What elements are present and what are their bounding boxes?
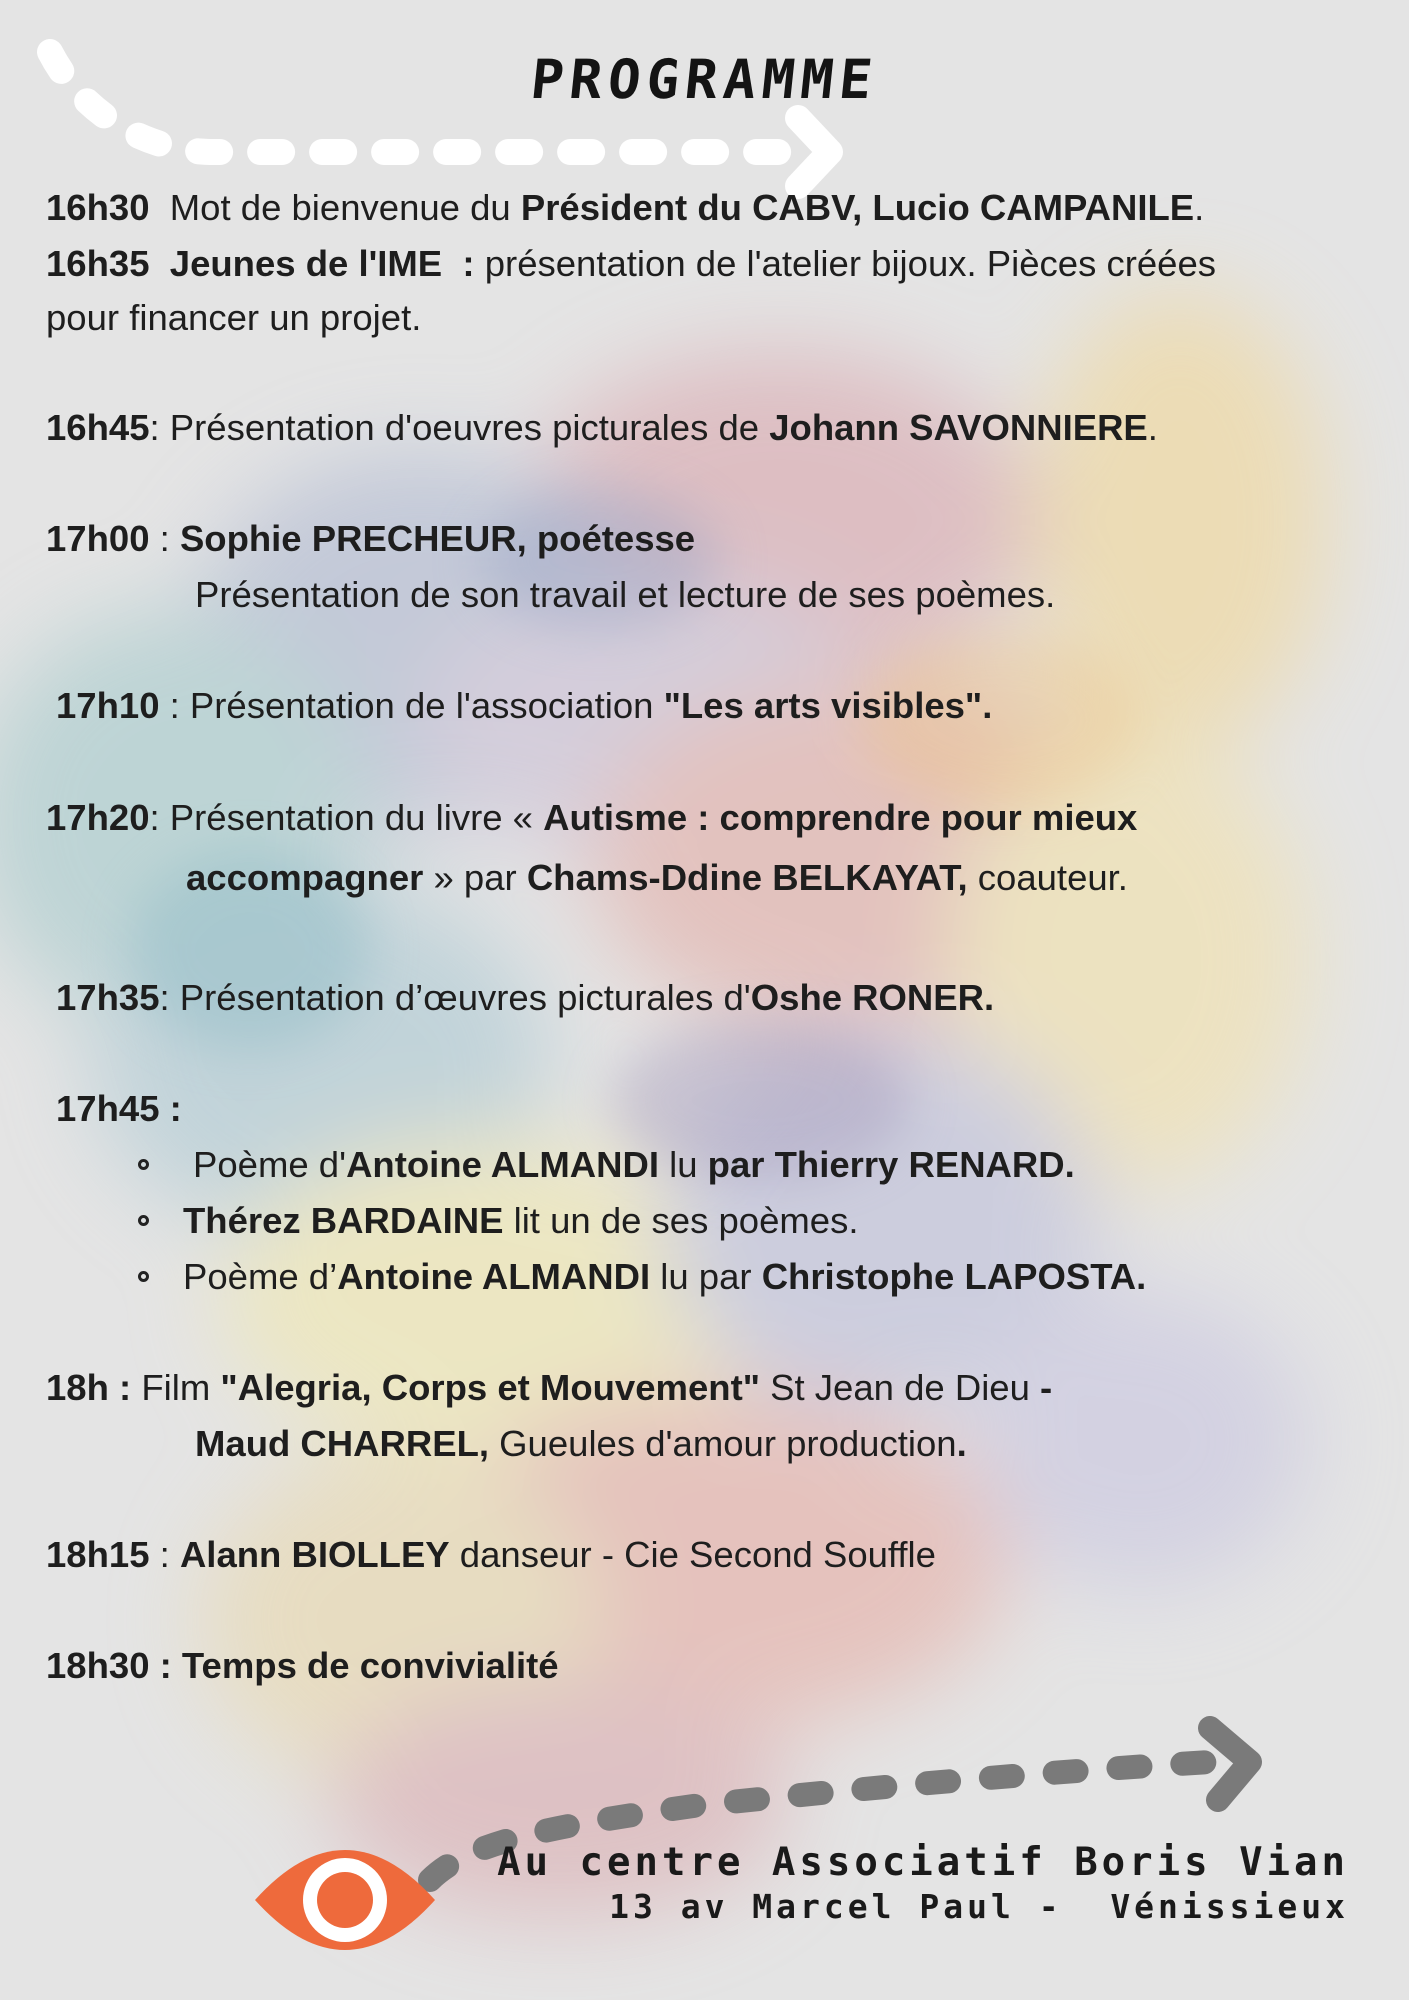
entry-bold: Autisme : comprendre pour mieux xyxy=(543,797,1138,838)
entry-bold: Sophie PRECHEUR, poétesse xyxy=(179,518,696,559)
entry-bold: par Thierry RENARD. xyxy=(707,1144,1075,1185)
entry-text: présentation de l'atelier bijoux. Pièces créées xyxy=(474,243,1217,284)
entry-text: Gueules d'amour production xyxy=(489,1423,957,1464)
time: 16h45 xyxy=(46,407,150,448)
location-name: Au centre Associatif Boris Vian xyxy=(497,1840,1349,1885)
entry-text: lit un de ses poèmes. xyxy=(503,1200,859,1241)
program-entry-1800-cont xyxy=(195,1422,967,1466)
bullet-icon xyxy=(138,1159,149,1170)
entry-text: Mot de bienvenue du xyxy=(149,187,521,228)
program-entry-1635-cont: pour financer un projet. xyxy=(46,297,422,338)
entry-text: St Jean de Dieu xyxy=(760,1367,1041,1408)
entry-text: Film xyxy=(131,1367,221,1408)
entry-bold: Antoine ALMANDI xyxy=(337,1256,651,1297)
time: 17h10 xyxy=(56,685,160,726)
time: 17h35 xyxy=(56,977,160,1018)
entry-bold: Alann BIOLLEY xyxy=(179,1534,450,1575)
entry-text: : xyxy=(149,1534,180,1575)
entry-bold: Thérez BARDAINE xyxy=(183,1200,504,1241)
program-entry-1830 xyxy=(46,1644,559,1688)
entry-bold: Maud CHARREL, xyxy=(195,1423,490,1464)
program-entry-1630 xyxy=(46,186,1204,230)
program-entry-1815 xyxy=(46,1533,936,1577)
time: 18h30 : Temps de convivialité xyxy=(46,1645,559,1686)
entry-bold: Président du CABV, Lucio CAMPANILE xyxy=(520,187,1195,228)
entry-text: lu xyxy=(658,1144,708,1185)
program-entry-1800 xyxy=(46,1366,1052,1410)
list-item xyxy=(183,1199,859,1243)
entry-bold: . xyxy=(956,1423,967,1464)
entry-text: danseur - Cie Second Souffle xyxy=(449,1534,936,1575)
entry-text: lu par xyxy=(650,1256,762,1297)
time: 16h35 Jeunes de l'IME : xyxy=(46,243,475,284)
entry-bold: "Alegria, Corps et Mouvement" xyxy=(220,1367,761,1408)
entry-text: : Présentation d’œuvres picturales d' xyxy=(159,977,751,1018)
time: 17h20 xyxy=(46,797,150,838)
entry-text: Poème d' xyxy=(193,1144,347,1185)
entry-bold: Johann SAVONNIERE xyxy=(769,407,1148,448)
location-address: 13 av Marcel Paul - Vénissieux xyxy=(609,1887,1349,1926)
program-entry-1710 xyxy=(56,684,992,728)
entry-bold: Antoine ALMANDI xyxy=(346,1144,659,1185)
time: 16h30 xyxy=(46,187,150,228)
entry-bold: Christophe LAPOSTA. xyxy=(761,1256,1147,1297)
time: 18h : xyxy=(46,1367,132,1408)
time: 17h00 xyxy=(46,518,150,559)
program-entry-1700-cont: Présentation de son travail et lecture de ses poèmes. xyxy=(195,574,1056,615)
program-entry-1720-cont xyxy=(186,856,1128,900)
entry-bold: Chams-Ddine BELKAYAT, xyxy=(526,857,968,898)
program-entry-1700 xyxy=(46,517,695,561)
page-title: PROGRAMME xyxy=(527,48,882,111)
bullet-icon xyxy=(138,1271,149,1282)
program-entry-1720 xyxy=(46,796,1137,840)
program-entry-1635 xyxy=(46,242,1216,286)
entry-text: Poème d’ xyxy=(183,1256,338,1297)
entry-text: coauteur. xyxy=(967,857,1128,898)
entry-text: : xyxy=(149,518,180,559)
program-entry-1645 xyxy=(46,406,1158,450)
list-item xyxy=(193,1143,1075,1187)
entry-text: : Présentation d'oeuvres picturales de xyxy=(149,407,770,448)
entry-text: . xyxy=(1194,187,1205,228)
entry-text: : Présentation de l'association xyxy=(159,685,664,726)
entry-bold: - xyxy=(1040,1367,1053,1408)
list-item xyxy=(183,1255,1146,1299)
entry-text: : Présentation du livre « xyxy=(149,797,544,838)
entry-bold: Oshe RONER. xyxy=(750,977,995,1018)
entry-bold: accompagner xyxy=(186,857,424,898)
entry-text: . xyxy=(1147,407,1158,448)
bullet-icon xyxy=(138,1215,149,1226)
time: 17h45 : xyxy=(56,1088,182,1129)
time: 18h15 xyxy=(46,1534,150,1575)
program-entry-1735 xyxy=(56,976,994,1020)
program-entry-1745 xyxy=(56,1087,182,1131)
entry-bold: "Les arts visibles". xyxy=(663,685,993,726)
entry-text: » par xyxy=(423,857,527,898)
